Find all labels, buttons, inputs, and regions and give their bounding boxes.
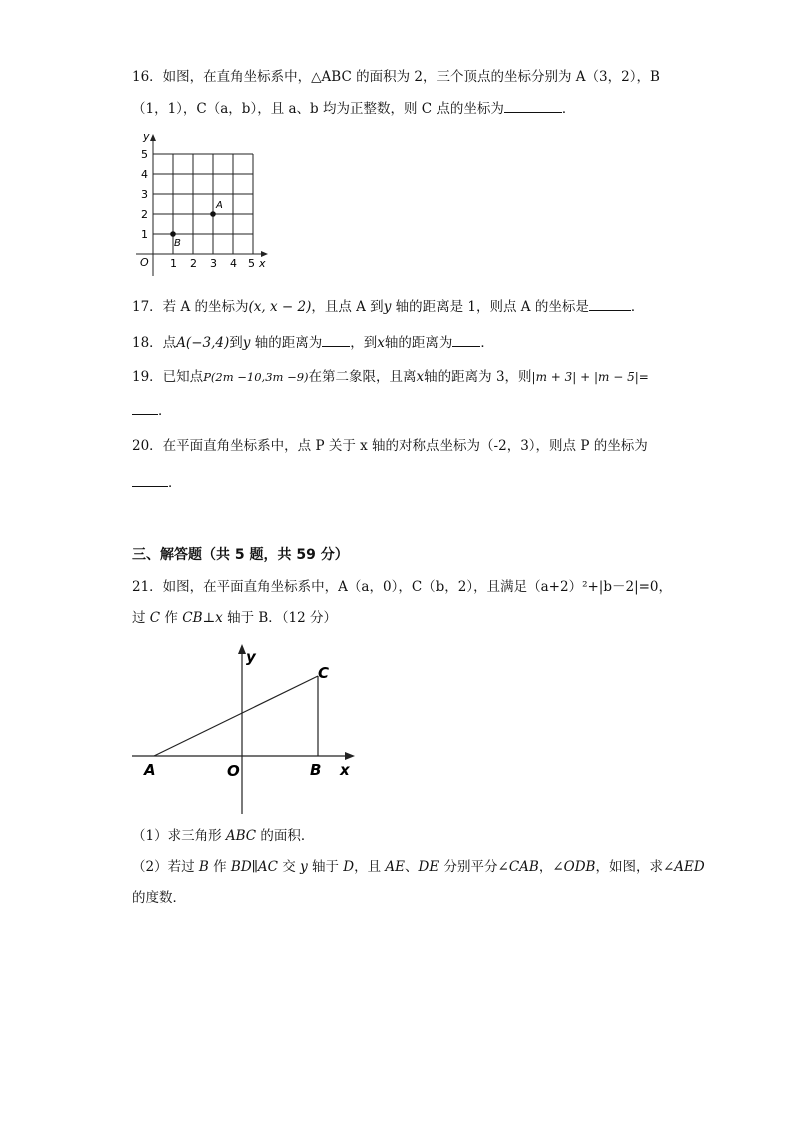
section-title: 三、解答题（共 5 题，共 59 分） bbox=[132, 547, 349, 563]
answer-blank[interactable] bbox=[322, 332, 350, 347]
y-axis-label: y bbox=[246, 648, 256, 666]
q16-coordinate-grid bbox=[128, 128, 278, 278]
q21-line1: 21．如图，在平面直角坐标系中，A（a，0），C（b，2），且满足（a+2）²+|b－2|=0， bbox=[132, 579, 673, 595]
q21-line2: 过 C 作 CB⊥x 轴于 B．（12 分） bbox=[132, 610, 338, 626]
segment-ac bbox=[154, 676, 318, 756]
x-tick: 2 bbox=[190, 257, 197, 270]
q16-line1: 16．如图，在直角坐标系中，△ABC 的面积为 2，三个顶点的坐标分别为 A（3，2），B bbox=[132, 69, 660, 85]
answer-blank[interactable] bbox=[132, 472, 168, 487]
y-axis-label: y bbox=[143, 130, 150, 143]
point-a-label: A bbox=[216, 200, 223, 211]
origin-label: O bbox=[140, 256, 149, 269]
q21-part1: （1）求三角形 ABC 的面积． bbox=[132, 828, 315, 844]
answer-blank[interactable] bbox=[132, 400, 158, 415]
point-b-marker bbox=[170, 231, 176, 237]
q16-line2: （1，1），C（a，b），且 a、b 均为正整数，则 C 点的坐标为 ． bbox=[132, 98, 575, 119]
q18: 18．点A(−3,4)到y 轴的距离为 ，到x轴的距离为 ． bbox=[132, 332, 494, 353]
q21-part2: （2）若过 B 作 BD∥AC 交 y 轴于 D，且 AE、DE 分别平分∠CAB，∠ODB，如图，求∠AED bbox=[132, 859, 705, 875]
answer-blank[interactable] bbox=[504, 98, 562, 113]
x-tick: 4 bbox=[230, 257, 237, 270]
q21-triangle-figure bbox=[128, 640, 368, 820]
y-tick: 1 bbox=[141, 228, 148, 241]
answer-blank[interactable] bbox=[589, 296, 631, 311]
origin-label: O bbox=[227, 762, 240, 780]
q20-line2: ． bbox=[132, 472, 182, 493]
q19-line1: 19．已知点P(2m −10,3m −9)在第二象限，且离x轴的距离为 3，则|m + 3| + |m − 5|= bbox=[132, 369, 649, 385]
x-tick: 1 bbox=[170, 257, 177, 270]
x-tick: 5 bbox=[248, 257, 255, 270]
point-a-marker bbox=[210, 211, 216, 217]
q19-line2: ． bbox=[132, 400, 172, 421]
q17: 17．若 A 的坐标为(x, x − 2)，且点 A 到y 轴的距离是 1，则点 A 的坐标是 ． bbox=[132, 296, 644, 317]
y-tick: 3 bbox=[141, 188, 148, 201]
point-a-label: A bbox=[144, 761, 156, 779]
x-tick: 3 bbox=[210, 257, 217, 270]
x-axis-label: x bbox=[340, 761, 350, 779]
point-b-label: B bbox=[310, 761, 322, 779]
point-b-label: B bbox=[174, 238, 181, 249]
point-c-label: C bbox=[318, 664, 330, 682]
y-tick: 4 bbox=[141, 168, 148, 181]
q21-part2-cont: 的度数． bbox=[132, 890, 186, 906]
q20-line1: 20．在平面直角坐标系中，点 P 关于 x 轴的对称点坐标为（-2，3），则点 P 的坐标为 bbox=[132, 438, 648, 454]
y-tick: 5 bbox=[141, 148, 148, 161]
x-axis-label: x bbox=[259, 257, 266, 270]
y-tick: 2 bbox=[141, 208, 148, 221]
answer-blank[interactable] bbox=[452, 332, 480, 347]
